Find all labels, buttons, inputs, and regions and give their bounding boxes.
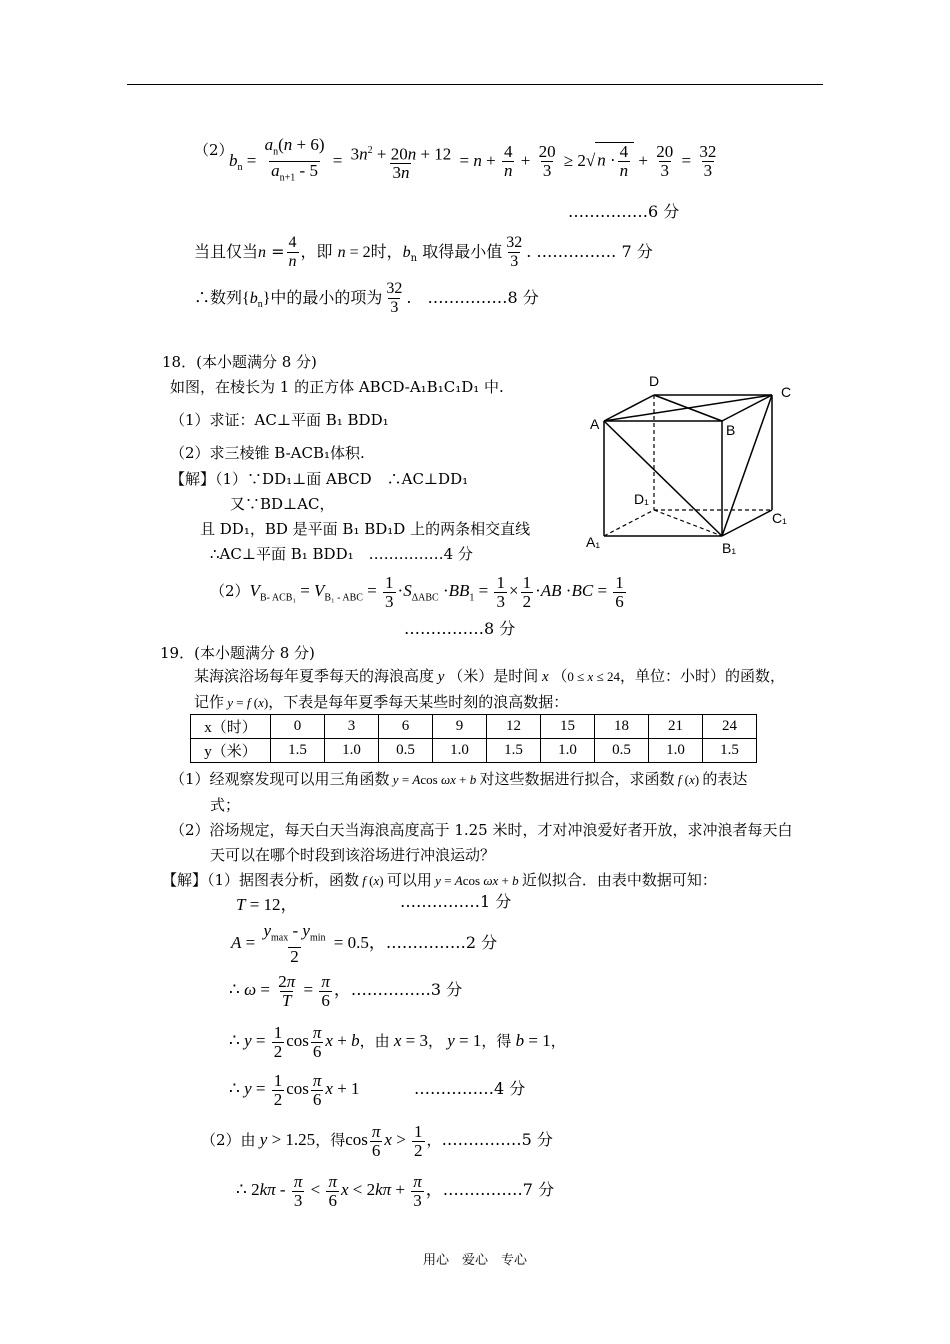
diag-AB1 [604, 421, 722, 536]
label-B1: B₁ [722, 540, 737, 555]
label-A1: A₁ [586, 534, 601, 550]
cube-figure [582, 370, 802, 555]
cell-x: 18 [595, 715, 649, 739]
q19-q1b: 对这些数据进行拟合，求函数 [479, 770, 675, 788]
q19-sol: 【解】（1）据图表分析，函数 f (x) 可以用 y = Acos ωx + b 近似拟合．由表中数据可知： [162, 871, 717, 889]
T-eq: T = 12， [236, 895, 298, 914]
q18-title: 18．(本小题满分 8 分) [162, 353, 317, 371]
cell-y: 0.5 [379, 739, 433, 763]
row-header-y: y（米） [191, 739, 271, 763]
q19-stem1d: ，单位：小时）的函数， [619, 667, 785, 685]
label-D: D [649, 373, 660, 389]
y-eq-b-t1: ，由 [359, 1032, 390, 1050]
label-B: B [726, 422, 736, 438]
q19-q1-cont: 式； [210, 796, 241, 814]
y-eq-b-t3: ，得 [481, 1032, 512, 1050]
q19-stem2a: 记作 [194, 693, 225, 711]
p17-l3b: 中的最小的项为 [270, 288, 383, 307]
p17-dots-8: ……………8 分 [427, 288, 539, 307]
label-C: C [781, 384, 792, 400]
q19-part2-line: （2）由 y > 1.25，得cos $\frac{\pi}{6}$ x > $\frac{1}{2}$ ，……………5 分 [201, 1121, 553, 1160]
p17-l2d: 取得最小值 [422, 242, 503, 261]
p17-l2c: 时， [370, 242, 403, 261]
p17-line3: ∴数列$\{b_n\}$中的最小的项为 $\frac{32}{3}$ . ……………8 分 [194, 280, 539, 316]
q18-s5-label: （2） [210, 582, 250, 600]
y-eq-b-t2: ， [427, 1032, 443, 1050]
label-D1: D₁ [634, 491, 649, 507]
q19-dots-1: ……………1 分 [400, 892, 512, 911]
cell-x: 12 [487, 715, 541, 739]
q19-p2b: ，得 [315, 1131, 346, 1149]
bn-formula: $b_n$ = $\frac{a_n(n + 6)}{a_{n+1} - 5}$ = $\frac{3n^2 + 20n + 12}{3n}$ = n + $\frac{4}{n}$ + $\frac{20}{3}$ ≥ 2√ n · $\frac{4}{n}$ + $\frac{20}{3}$ = $\frac{32}{3}$ [229, 136, 720, 188]
header-rule [127, 84, 823, 85]
p17-l2b: ，即 [300, 242, 333, 261]
cell-x: 15 [541, 715, 595, 739]
q19-stem1: 某海滨浴场每年夏季每天的海浪高度 y （米）是时间 x （0 ≤ x ≤ 24，单位：小时）的函数， [194, 667, 785, 685]
y-eq-b-t4: ， [550, 1032, 566, 1050]
q18-s3: 且 DD₁，BD 是平面 B₁ BD₁D 上的两条相交直线 [200, 520, 531, 538]
q19-dots-2: ……………2 分 [385, 933, 498, 953]
q19-stem1b: （米）是时间 [448, 667, 539, 685]
label-A: A [590, 416, 600, 432]
cell-x: 3 [325, 715, 379, 739]
cell-y: 1.0 [541, 739, 595, 763]
p17-dots-7: …………… 7 分 [536, 242, 653, 261]
q18-s5: $(2)V_{B- ACB_1} = V_{B_1 - ABC}$ = $\frac{1}{3}$ $\cdot S_{\Delta ABC} \cdot BB_1$ = $\frac{1}{3}$ × $\frac{1}{2}$ ·AB ·BC = $\frac{1}{6}$ [210, 572, 624, 611]
q19-p2a: （2）由 [201, 1131, 256, 1149]
q19-q1: （1）经观察发现可以用三角函数 y = Acos ωx + b 对这些数据进行拟合，求函数 f (x) 的表达 [170, 770, 748, 788]
q19-stem2: 记作 y = f (x)，下表是每年夏季每天某些时刻的浪高数据： [194, 693, 569, 711]
p17-l3a: ∴数列 [194, 288, 243, 307]
cell-x: 9 [433, 715, 487, 739]
y-eq-final: ∴ y = $\frac{1}{2}$ cos $\frac{\pi}{6}$ x + 1 [229, 1070, 360, 1109]
cell-y: 1.5 [703, 739, 757, 763]
p17-l2a: 当且仅当 [194, 242, 259, 261]
cell-x: 24 [703, 715, 757, 739]
y-eq-b: ∴ y = $\frac{1}{2}$ cos $\frac{\pi}{6}$ x + b，由 x = 3， y = 1，得 b = 1， [229, 1022, 566, 1061]
q19-dots-7: ……………7 分 [442, 1180, 555, 1199]
q19-dots-3: ……………3 分 [350, 980, 463, 999]
cell-y: 1.5 [271, 739, 325, 763]
q19-stem2b: ，下表是每年夏季每天某些时刻的浪高数据： [268, 693, 569, 711]
q19-sol-a: 【解】（1）据图表分析，函数 [162, 871, 360, 889]
omega-eq: ∴ ω = $\frac{2\pi}{T}$ = $\frac{\pi}{6}$ ，……………3 分 [229, 971, 463, 1010]
cell-y: 1.0 [325, 739, 379, 763]
q18-s1: 【解】（1）∵DD₁⊥面 ABCD ∴AC⊥DD₁ [170, 470, 469, 488]
diag-CB1 [722, 395, 772, 536]
q18-dots-8: ……………8 分 [404, 619, 516, 638]
q19-title: 19．(本小题满分 8 分) [160, 644, 315, 662]
q19-q1a: （1）经观察发现可以用三角函数 [170, 770, 390, 788]
q19-sol-b: 可以用 [386, 871, 432, 889]
q18-q2: （2）求三棱锥 B-ACB₁体积. [170, 444, 365, 462]
diag-DB [654, 395, 722, 421]
cell-y: 1.0 [433, 739, 487, 763]
q18-q1: （1）求证：AC⊥平面 B₁ BDD₁ [170, 411, 389, 429]
cell-y: 1.5 [487, 739, 541, 763]
A-eq: A = $\frac{y_{max} - y_{min}}{2}$ = 0.5，……………2 分 [231, 921, 498, 967]
cell-x: 0 [271, 715, 325, 739]
edge-A1D1-hidden [604, 510, 654, 536]
cell-x: 6 [379, 715, 433, 739]
p17-line1 [194, 140, 234, 160]
q19-sol-c: 近似拟合．由表中数据可知： [521, 871, 717, 889]
label-C1: C₁ [772, 510, 787, 526]
q19-q1c: 的表达 [702, 770, 748, 788]
cell-y: 0.5 [595, 739, 649, 763]
cell-y: 1.0 [649, 739, 703, 763]
q19-dots-5: ……………5 分 [441, 1130, 553, 1149]
wave-table [190, 714, 757, 763]
q19-stem1c: （ [552, 667, 568, 685]
cell-x: 21 [649, 715, 703, 739]
q19-inequality: ∴ 2kπ - $\frac{\pi}{3}$ < $\frac{\pi}{6}$ x < 2kπ + $\frac{\pi}{3}$ ，……………7 分 [236, 1171, 555, 1210]
q19-q2a: （2）浴场规定，每天白天当海浪高度高于 1.25 米时，才对冲浪爱好者开放，求冲浪者每天白 [170, 821, 793, 839]
q19-dots-4: ……………4 分 [414, 1079, 526, 1098]
table-row [191, 739, 757, 763]
page-footer: 用心 爱心 专心 [422, 1253, 527, 1268]
p17-dots-6: ……………6 分 [568, 202, 680, 221]
diag-D1B1-hidden [654, 510, 722, 536]
q19-stem1a: 某海滨浴场每年夏季每天的海浪高度 [194, 667, 435, 685]
row-header-x: x（时） [191, 715, 271, 739]
p17-line2: 当且仅当n = $\frac{4}{n}$ ，即 n = 2时，$b_n$ 取得最小值 $\frac{32}{3}$ . …………… 7 分 [194, 234, 653, 270]
p17-part-label: （2） [194, 141, 234, 159]
q18-s2: 又∵BD⊥AC， [230, 495, 335, 513]
q18-s4: ∴AC⊥平面 B₁ BDD₁ ……………4 分 [210, 545, 473, 563]
q19-q2b: 天可以在哪个时段到该浴场进行冲浪运动？ [210, 846, 496, 864]
q18-stem: 如图，在棱长为 1 的正方体 ABCD-A₁B₁C₁D₁ 中. [170, 378, 504, 396]
table-row [191, 715, 757, 739]
